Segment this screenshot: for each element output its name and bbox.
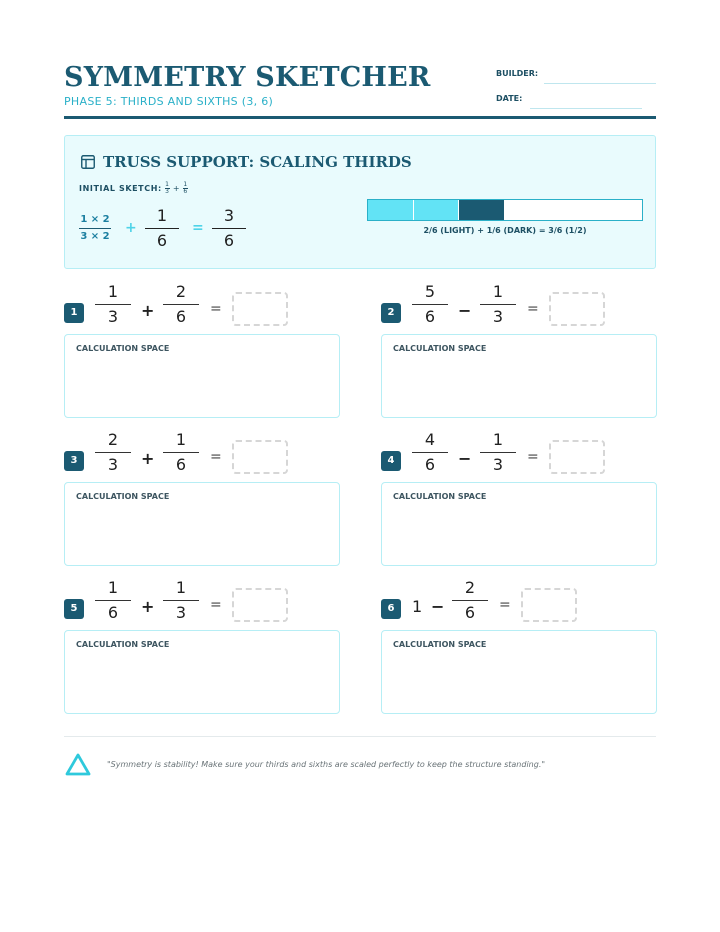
- bar-segment-light: [368, 200, 414, 220]
- initial-frac-a: [165, 182, 170, 195]
- fraction-b: [480, 282, 516, 327]
- fraction-b-num: 2: [175, 282, 187, 301]
- example-addend-den: 6: [156, 231, 168, 250]
- answer-box[interactable]: [232, 440, 288, 474]
- example-title: TRUSS SUPPORT: SCALING THIRDS: [103, 153, 412, 171]
- bar-segment-empty: [505, 200, 551, 220]
- answer-box[interactable]: [232, 588, 288, 622]
- fraction-a-den: 6: [424, 307, 436, 326]
- calculation-space-label: CALCULATION SPACE: [76, 640, 170, 649]
- calculation-space-label: CALCULATION SPACE: [76, 344, 170, 353]
- fraction-b: [163, 430, 199, 475]
- calculation-space[interactable]: [64, 630, 340, 714]
- header-divider: [64, 116, 656, 119]
- initial-frac-a-num: 1: [165, 181, 170, 188]
- fraction-a-num: 4: [424, 430, 436, 449]
- bar-segment-empty: [551, 200, 597, 220]
- fraction-a: [95, 430, 131, 475]
- initial-sketch-label: INITIAL SKETCH:: [79, 183, 162, 193]
- example-equation: [79, 206, 269, 252]
- bar-caption: 2/6 (LIGHT) + 1/6 (DARK) = 3/6 (1/2): [423, 226, 587, 235]
- equals-sign: =: [210, 597, 222, 613]
- fraction-b-den: 3: [492, 307, 504, 326]
- scaled-numerator: 1 × 2: [80, 214, 110, 225]
- problem-2: [381, 282, 657, 417]
- fraction-a-num: 5: [424, 282, 436, 301]
- footer-quote: "Symmetry is stability! Make sure your thirds and sixths are scaled perfectly to keep the structure standing.": [107, 760, 546, 769]
- fraction-b-den: 3: [492, 455, 504, 474]
- problem-number-badge: 6: [381, 599, 401, 619]
- equals-sign: =: [527, 449, 539, 465]
- page-subtitle: PHASE 5: THIRDS AND SIXTHS (3, 6): [64, 95, 274, 108]
- triangle-icon: [64, 752, 92, 778]
- fraction-a: [412, 282, 448, 327]
- example-result-den: 6: [223, 231, 235, 250]
- fraction-b: [163, 578, 199, 623]
- fraction-b: [480, 430, 516, 475]
- problem-4: [381, 430, 657, 565]
- builder-field[interactable]: [544, 83, 656, 84]
- example-result: [212, 206, 246, 251]
- calculation-space[interactable]: [64, 482, 340, 566]
- operator: −: [431, 597, 445, 616]
- initial-frac-b-den: 6: [183, 187, 188, 195]
- initial-sketch: [79, 182, 188, 195]
- fraction-b-den: 6: [464, 603, 476, 622]
- date-field[interactable]: [530, 108, 642, 109]
- calculation-space-label: CALCULATION SPACE: [393, 492, 487, 501]
- equals-sign: =: [210, 301, 222, 317]
- fraction-b-den: 6: [175, 307, 187, 326]
- problem-number-badge: 4: [381, 451, 401, 471]
- fraction-a: [95, 578, 131, 623]
- date-label: DATE:: [496, 94, 523, 103]
- problem-3: [64, 430, 340, 565]
- calculation-space-label: CALCULATION SPACE: [76, 492, 170, 501]
- fraction-b-num: 1: [492, 282, 504, 301]
- example-addend-num: 1: [156, 206, 168, 225]
- initial-frac-b-num: 1: [183, 181, 188, 188]
- calculation-space[interactable]: [381, 334, 657, 418]
- calculation-space-label: CALCULATION SPACE: [393, 640, 487, 649]
- scaled-denominator: 3 × 2: [80, 231, 110, 242]
- example-panel: [64, 135, 656, 269]
- fraction-a-den: 3: [107, 455, 119, 474]
- answer-box[interactable]: [232, 292, 288, 326]
- problem-1: [64, 282, 340, 417]
- operator: −: [458, 449, 472, 468]
- problem-6: [381, 578, 657, 713]
- fraction-b-num: 1: [175, 430, 187, 449]
- fraction-b-den: 3: [175, 603, 187, 622]
- calculation-space[interactable]: [381, 630, 657, 714]
- problem-number-badge: 5: [64, 599, 84, 619]
- answer-box[interactable]: [549, 292, 605, 326]
- whole-number: 1: [412, 597, 423, 616]
- layout-icon: [81, 155, 95, 169]
- operator: +: [141, 597, 155, 616]
- fraction-b: [163, 282, 199, 327]
- fraction-a-num: 2: [107, 430, 119, 449]
- fraction-a-den: 3: [107, 307, 119, 326]
- bar-segment-empty: [596, 200, 642, 220]
- answer-box[interactable]: [549, 440, 605, 474]
- bar-segment-dark: [459, 200, 505, 220]
- problem-number-badge: 1: [64, 303, 84, 323]
- equals-sign: =: [499, 597, 511, 613]
- calculation-space[interactable]: [381, 482, 657, 566]
- problem-number-badge: 3: [64, 451, 84, 471]
- problem-number-badge: 2: [381, 303, 401, 323]
- fraction-b-num: 1: [492, 430, 504, 449]
- example-plus: +: [125, 220, 137, 236]
- initial-frac-b: [183, 182, 188, 195]
- equals-sign: =: [210, 449, 222, 465]
- fraction-a-den: 6: [424, 455, 436, 474]
- operator: +: [141, 301, 155, 320]
- problem-5: [64, 578, 340, 713]
- fraction-a: [95, 282, 131, 327]
- worksheet-header: [64, 62, 656, 120]
- builder-label: BUILDER:: [496, 69, 539, 78]
- fraction-a: [412, 430, 448, 475]
- footer-divider: [64, 736, 656, 737]
- fraction-bar-model: [367, 199, 643, 221]
- answer-box[interactable]: [521, 588, 577, 622]
- fraction-a-num: 1: [107, 578, 119, 597]
- operator: +: [141, 449, 155, 468]
- bar-segment-light: [414, 200, 460, 220]
- calculation-space[interactable]: [64, 334, 340, 418]
- initial-frac-a-den: 3: [165, 187, 170, 195]
- calculation-space-label: CALCULATION SPACE: [393, 344, 487, 353]
- example-result-num: 3: [223, 206, 235, 225]
- fraction-a-den: 6: [107, 603, 119, 622]
- initial-op: +: [172, 183, 181, 193]
- fraction-b-num: 1: [175, 578, 187, 597]
- page-title: SYMMETRY SKETCHER: [64, 62, 431, 93]
- fraction-a-num: 1: [107, 282, 119, 301]
- example-addend: [145, 206, 179, 251]
- example-equals: =: [192, 220, 204, 236]
- fraction-b-num: 2: [464, 578, 476, 597]
- fraction-b-den: 6: [175, 455, 187, 474]
- operator: −: [458, 301, 472, 320]
- fraction-b: [452, 578, 488, 623]
- scaled-fraction: [79, 214, 111, 243]
- equals-sign: =: [527, 301, 539, 317]
